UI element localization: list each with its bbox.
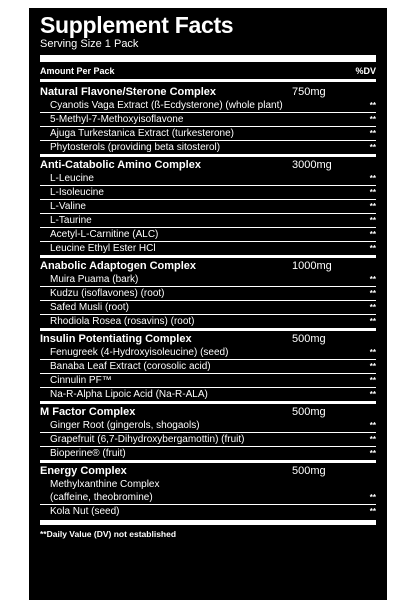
ingredient-dv: ** <box>369 216 376 225</box>
ingredient-name: Banaba Leaf Extract (corosolic acid) <box>50 361 211 372</box>
group-amount: 3000mg <box>292 159 332 171</box>
serving-size: Serving Size 1 Pack <box>40 38 139 50</box>
ingredient-row <box>40 172 376 186</box>
ingredient-name: L-Valine <box>50 201 86 212</box>
ingredient-group <box>40 332 376 401</box>
ingredient-row <box>40 419 376 433</box>
ingredient-name: Na-R-Alpha Lipoic Acid (Na-R-ALA) <box>50 389 208 400</box>
group-divider <box>40 401 376 404</box>
ingredient-name: Bioperine® (fruit) <box>50 448 126 459</box>
group-divider <box>40 460 376 463</box>
ingredient-dv: ** <box>369 244 376 253</box>
dv-label: %DV <box>355 66 376 76</box>
group-name: Energy Complex <box>40 465 127 477</box>
ingredient-name: L-Taurine <box>50 215 92 226</box>
group-name: Anabolic Adaptogen Complex <box>40 260 197 272</box>
ingredient-group <box>40 158 376 255</box>
amount-header-row <box>40 66 376 77</box>
amount-per-pack-label: Amount Per Pack <box>40 66 115 76</box>
ingredient-dv: ** <box>369 230 376 239</box>
ingredient-row <box>40 374 376 388</box>
ingredient-name: Fenugreek (4-Hydroxyisoleucine) (seed) <box>50 347 229 358</box>
ingredient-dv: ** <box>369 421 376 430</box>
ingredient-name: L-Leucine <box>50 173 94 184</box>
ingredient-group <box>40 405 376 460</box>
ingredient-name: Methylxanthine Complex <box>50 479 160 490</box>
ingredient-name: Safed Musli (root) <box>50 302 129 313</box>
ingredient-row <box>40 242 376 255</box>
ingredient-dv: ** <box>369 202 376 211</box>
ingredient-name: Acetyl-L-Carnitine (ALC) <box>50 229 159 240</box>
ingredient-row <box>40 99 376 113</box>
header-divider <box>40 79 376 82</box>
ingredient-row <box>40 505 376 518</box>
ingredient-name: Grapefruit (6,7-Dihydroxybergamottin) (fruit) <box>50 434 245 445</box>
ingredient-name: Rhodiola Rosea (rosavins) (root) <box>50 316 195 327</box>
ingredient-dv: ** <box>369 317 376 326</box>
ingredient-dv: ** <box>369 507 376 516</box>
group-name: Natural Flavone/Sterone Complex <box>40 86 217 98</box>
group-header <box>40 464 376 478</box>
ingredient-dv: ** <box>369 289 376 298</box>
ingredient-name: Leucine Ethyl Ester HCl <box>50 243 156 254</box>
ingredient-name: Cyanotis Vaga Extract (ß-Ecdysterone) (whole plant) <box>50 100 283 111</box>
ingredient-row <box>40 113 376 127</box>
ingredient-row <box>40 287 376 301</box>
ingredient-dv: ** <box>369 390 376 399</box>
ingredient-dv: ** <box>369 449 376 458</box>
ingredient-name: Ginger Root (gingerols, shogaols) <box>50 420 200 431</box>
ingredient-row <box>40 433 376 447</box>
ingredient-dv: ** <box>369 435 376 444</box>
group-divider <box>40 328 376 331</box>
ingredient-row <box>40 388 376 401</box>
group-amount: 1000mg <box>292 260 332 272</box>
ingredient-name: Muira Puama (bark) <box>50 274 139 285</box>
group-header <box>40 85 376 99</box>
ingredient-row <box>40 447 376 460</box>
ingredient-name: (caffeine, theobromine) <box>50 492 153 503</box>
group-divider <box>40 154 376 157</box>
group-header <box>40 332 376 346</box>
ingredient-dv: ** <box>369 143 376 152</box>
group-divider <box>40 255 376 258</box>
ingredient-row <box>40 315 376 328</box>
ingredient-name: 5-Methyl-7-Methoxyisoflavone <box>50 114 184 125</box>
ingredient-dv: ** <box>369 362 376 371</box>
ingredient-dv: ** <box>369 275 376 284</box>
ingredient-row <box>40 200 376 214</box>
ingredient-groups <box>40 85 376 518</box>
group-amount: 500mg <box>292 333 326 345</box>
ingredient-dv: ** <box>369 129 376 138</box>
ingredient-dv: ** <box>369 376 376 385</box>
panel-title: Supplement Facts <box>40 12 234 38</box>
ingredient-dv: ** <box>369 348 376 357</box>
ingredient-name: Ajuga Turkestanica Extract (turkesterone) <box>50 128 234 139</box>
footnote: **Daily Value (DV) not established <box>40 529 177 539</box>
group-amount: 750mg <box>292 86 326 98</box>
ingredient-dv <box>364 478 376 491</box>
ingredient-name: Kudzu (isoflavones) (root) <box>50 288 165 299</box>
ingredient-group <box>40 259 376 328</box>
ingredient-dv: ** <box>369 101 376 110</box>
ingredient-dv: ** <box>369 115 376 124</box>
ingredient-row <box>40 360 376 374</box>
ingredient-row <box>40 491 376 505</box>
ingredient-group <box>40 464 376 518</box>
group-name: Anti-Catabolic Amino Complex <box>40 159 201 171</box>
ingredient-row <box>40 346 376 360</box>
ingredient-dv: ** <box>369 303 376 312</box>
ingredient-row <box>40 141 376 154</box>
group-header <box>40 405 376 419</box>
ingredient-group <box>40 85 376 154</box>
group-amount: 500mg <box>292 465 326 477</box>
thick-divider <box>40 55 376 62</box>
ingredient-name: Phytosterols (providing beta sitosterol) <box>50 142 221 153</box>
ingredient-name: Cinnulin PF™ <box>50 375 112 386</box>
bottom-divider <box>40 520 376 525</box>
group-header <box>40 158 376 172</box>
ingredient-row <box>40 273 376 287</box>
ingredient-name: Kola Nut (seed) <box>50 506 120 517</box>
group-amount: 500mg <box>292 406 326 418</box>
group-name: Insulin Potentiating Complex <box>40 333 192 345</box>
ingredient-row <box>40 127 376 141</box>
ingredient-row <box>40 301 376 315</box>
group-name: M Factor Complex <box>40 406 136 418</box>
ingredient-dv: ** <box>369 174 376 183</box>
ingredient-dv: ** <box>369 188 376 197</box>
group-header <box>40 259 376 273</box>
ingredient-name: L-Isoleucine <box>50 187 104 198</box>
ingredient-dv: ** <box>369 493 376 502</box>
ingredient-row <box>40 214 376 228</box>
ingredient-row <box>40 228 376 242</box>
supplement-facts-panel <box>29 8 387 600</box>
ingredient-row <box>40 478 376 491</box>
ingredient-row <box>40 186 376 200</box>
